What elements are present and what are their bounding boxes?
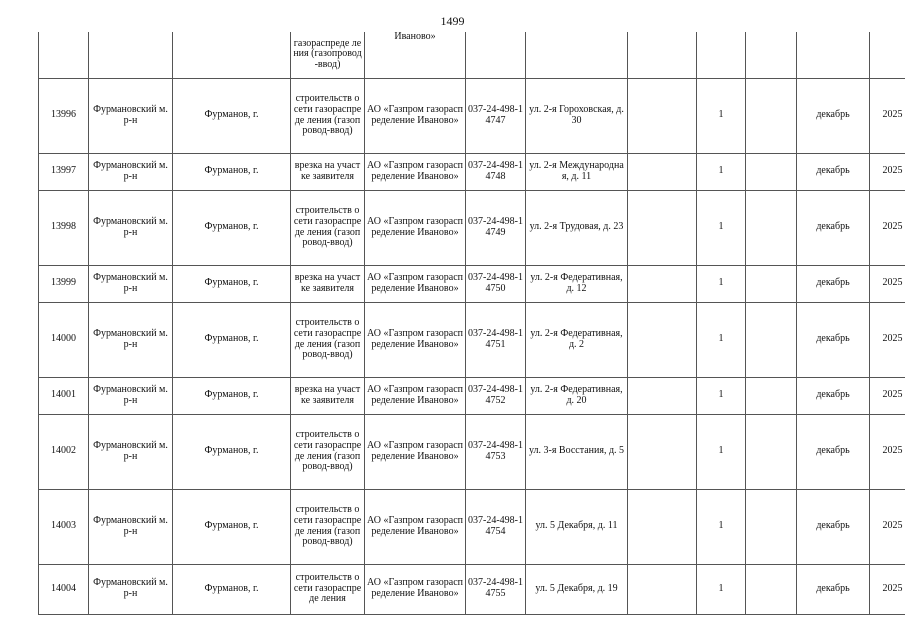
cell-c10 <box>746 564 797 614</box>
cell-address <box>526 32 628 78</box>
cell-address: ул. 5 Декабря, д. 11 <box>526 489 628 564</box>
cell-qty: 1 <box>697 302 746 377</box>
cell-qty: 1 <box>697 153 746 190</box>
cell-town: Фурманов, г. <box>173 414 291 489</box>
cell-district <box>89 32 173 78</box>
cell-id: 13998 <box>39 190 89 265</box>
cell-id: 13999 <box>39 265 89 302</box>
cell-work: врезка на участке заявителя <box>291 377 365 414</box>
cell-code: 037-24-498-14750 <box>466 265 526 302</box>
cell-address: ул. 3-я Восстания, д. 5 <box>526 414 628 489</box>
cell-c10 <box>746 377 797 414</box>
table-row <box>39 489 905 564</box>
cell-district: Фурмановский м.р-н <box>89 153 173 190</box>
cell-town: Фурманов, г. <box>173 564 291 614</box>
cell-address: ул. 2-я Федеративная, д. 20 <box>526 377 628 414</box>
cell-code: 037-24-498-14753 <box>466 414 526 489</box>
cell-id: 14001 <box>39 377 89 414</box>
cell-district: Фурмановский м.р-н <box>89 265 173 302</box>
cell-id: 14003 <box>39 489 89 564</box>
cell-month: декабрь <box>797 190 870 265</box>
cell-code: 037-24-498-14752 <box>466 377 526 414</box>
cell-year: 2025 <box>870 302 905 377</box>
table-row <box>39 377 905 414</box>
cell-year <box>870 32 905 78</box>
cell-address: ул. 2-я Международная, д. 11 <box>526 153 628 190</box>
cell-month: декабрь <box>797 414 870 489</box>
cell-c8 <box>628 489 697 564</box>
cell-code: 037-24-498-14748 <box>466 153 526 190</box>
cell-town: Фурманов, г. <box>173 153 291 190</box>
cell-c8 <box>628 302 697 377</box>
cell-address: ул. 2-я Гороховская, д. 30 <box>526 78 628 153</box>
cell-code: 037-24-498-14755 <box>466 564 526 614</box>
cell-district: Фурмановский м.р-н <box>89 302 173 377</box>
cell-org: АО «Газпром газораспределение Иваново» <box>365 153 466 190</box>
cell-year: 2025 <box>870 564 905 614</box>
cell-qty: 1 <box>697 377 746 414</box>
cell-org: АО «Газпром газораспределение Иваново» <box>365 414 466 489</box>
cell-year: 2025 <box>870 414 905 489</box>
cell-org: АО «Газпром газораспределение Иваново» <box>365 377 466 414</box>
cell-c10 <box>746 489 797 564</box>
cell-work: строительств о сети газораспреде ления (газопровод-ввод) <box>291 414 365 489</box>
cell-id: 14004 <box>39 564 89 614</box>
cell-town: Фурманов, г. <box>173 190 291 265</box>
cell-address: ул. 2-я Трудовая, д. 23 <box>526 190 628 265</box>
table-row-fragment <box>39 32 905 78</box>
cell-id: 14002 <box>39 414 89 489</box>
cell-org: Иваново» <box>365 32 466 78</box>
cell-org: АО «Газпром газораспределение Иваново» <box>365 265 466 302</box>
cell-month: декабрь <box>797 302 870 377</box>
cell-work: строительств о сети газораспреде ления <box>291 564 365 614</box>
cell-id: 13996 <box>39 78 89 153</box>
cell-code <box>466 32 526 78</box>
cell-year: 2025 <box>870 190 905 265</box>
table-row <box>39 564 905 614</box>
cell-town: Фурманов, г. <box>173 302 291 377</box>
cell-org: АО «Газпром газораспределение Иваново» <box>365 489 466 564</box>
cell-year: 2025 <box>870 265 905 302</box>
cell-code: 037-24-498-14749 <box>466 190 526 265</box>
cell-org: АО «Газпром газораспределение Иваново» <box>365 302 466 377</box>
cell-c8 <box>628 377 697 414</box>
cell-c10 <box>746 302 797 377</box>
cell-c10 <box>746 153 797 190</box>
cell-district: Фурмановский м.р-н <box>89 489 173 564</box>
cell-extra <box>628 32 697 78</box>
cell-id: 14000 <box>39 302 89 377</box>
cell-work: врезка на участке заявителя <box>291 265 365 302</box>
cell-district: Фурмановский м.р-н <box>89 564 173 614</box>
cell-year: 2025 <box>870 377 905 414</box>
cell-town: Фурманов, г. <box>173 377 291 414</box>
cell-c8 <box>628 190 697 265</box>
cell-c10 <box>746 78 797 153</box>
cell-address: ул. 5 Декабря, д. 19 <box>526 564 628 614</box>
cell-code: 037-24-498-14747 <box>466 78 526 153</box>
cell-qty <box>697 32 746 78</box>
table-row <box>39 302 905 377</box>
cell-town <box>173 32 291 78</box>
cell-work: врезка на участке заявителя <box>291 153 365 190</box>
cell-extra2 <box>746 32 797 78</box>
cell-c10 <box>746 190 797 265</box>
cell-c8 <box>628 78 697 153</box>
page-number: 1499 <box>440 14 465 28</box>
cell-qty: 1 <box>697 78 746 153</box>
cell-c8 <box>628 414 697 489</box>
cell-qty: 1 <box>697 190 746 265</box>
cell-town: Фурманов, г. <box>173 265 291 302</box>
cell-qty: 1 <box>697 414 746 489</box>
cell-c10 <box>746 265 797 302</box>
table-row <box>39 265 905 302</box>
cell-month: декабрь <box>797 265 870 302</box>
cell-c8 <box>628 153 697 190</box>
table-row <box>39 414 905 489</box>
cell-work: строительств о сети газораспреде ления (газопровод-ввод) <box>291 190 365 265</box>
cell-code: 037-24-498-14751 <box>466 302 526 377</box>
cell-town: Фурманов, г. <box>173 78 291 153</box>
cell-month: декабрь <box>797 489 870 564</box>
cell-district: Фурмановский м.р-н <box>89 78 173 153</box>
cell-qty: 1 <box>697 564 746 614</box>
cell-work: строительств о сети газораспреде ления (газопровод-ввод) <box>291 302 365 377</box>
cell-year: 2025 <box>870 489 905 564</box>
cell-month: декабрь <box>797 153 870 190</box>
cell-address: ул. 2-я Федеративная, д. 2 <box>526 302 628 377</box>
cell-month: декабрь <box>797 377 870 414</box>
cell-c10 <box>746 414 797 489</box>
table-row <box>39 153 905 190</box>
cell-address: ул. 2-я Федеративная, д. 12 <box>526 265 628 302</box>
table-row <box>39 78 905 153</box>
cell-org: АО «Газпром газораспределение Иваново» <box>365 78 466 153</box>
cell-work: строительств о сети газораспреде ления (газопровод-ввод) <box>291 489 365 564</box>
cell-qty: 1 <box>697 489 746 564</box>
cell-year: 2025 <box>870 153 905 190</box>
cell-district: Фурмановский м.р-н <box>89 190 173 265</box>
cell-district: Фурмановский м.р-н <box>89 414 173 489</box>
cell-month: декабрь <box>797 564 870 614</box>
cell-district: Фурмановский м.р-н <box>89 377 173 414</box>
cell-c8 <box>628 564 697 614</box>
cell-work: газораспреде ления (газопровод-ввод) <box>291 32 365 78</box>
cell-org: АО «Газпром газораспределение Иваново» <box>365 190 466 265</box>
cell-org: АО «Газпром газораспределение Иваново» <box>365 564 466 614</box>
registry-table <box>38 32 905 615</box>
cell-id: 13997 <box>39 153 89 190</box>
cell-month: декабрь <box>797 78 870 153</box>
cell-month <box>797 32 870 78</box>
table-row <box>39 190 905 265</box>
cell-work: строительств о сети газораспреде ления (газопровод-ввод) <box>291 78 365 153</box>
cell-c8 <box>628 265 697 302</box>
cell-year: 2025 <box>870 78 905 153</box>
cell-id <box>39 32 89 78</box>
cell-qty: 1 <box>697 265 746 302</box>
cell-code: 037-24-498-14754 <box>466 489 526 564</box>
cell-town: Фурманов, г. <box>173 489 291 564</box>
